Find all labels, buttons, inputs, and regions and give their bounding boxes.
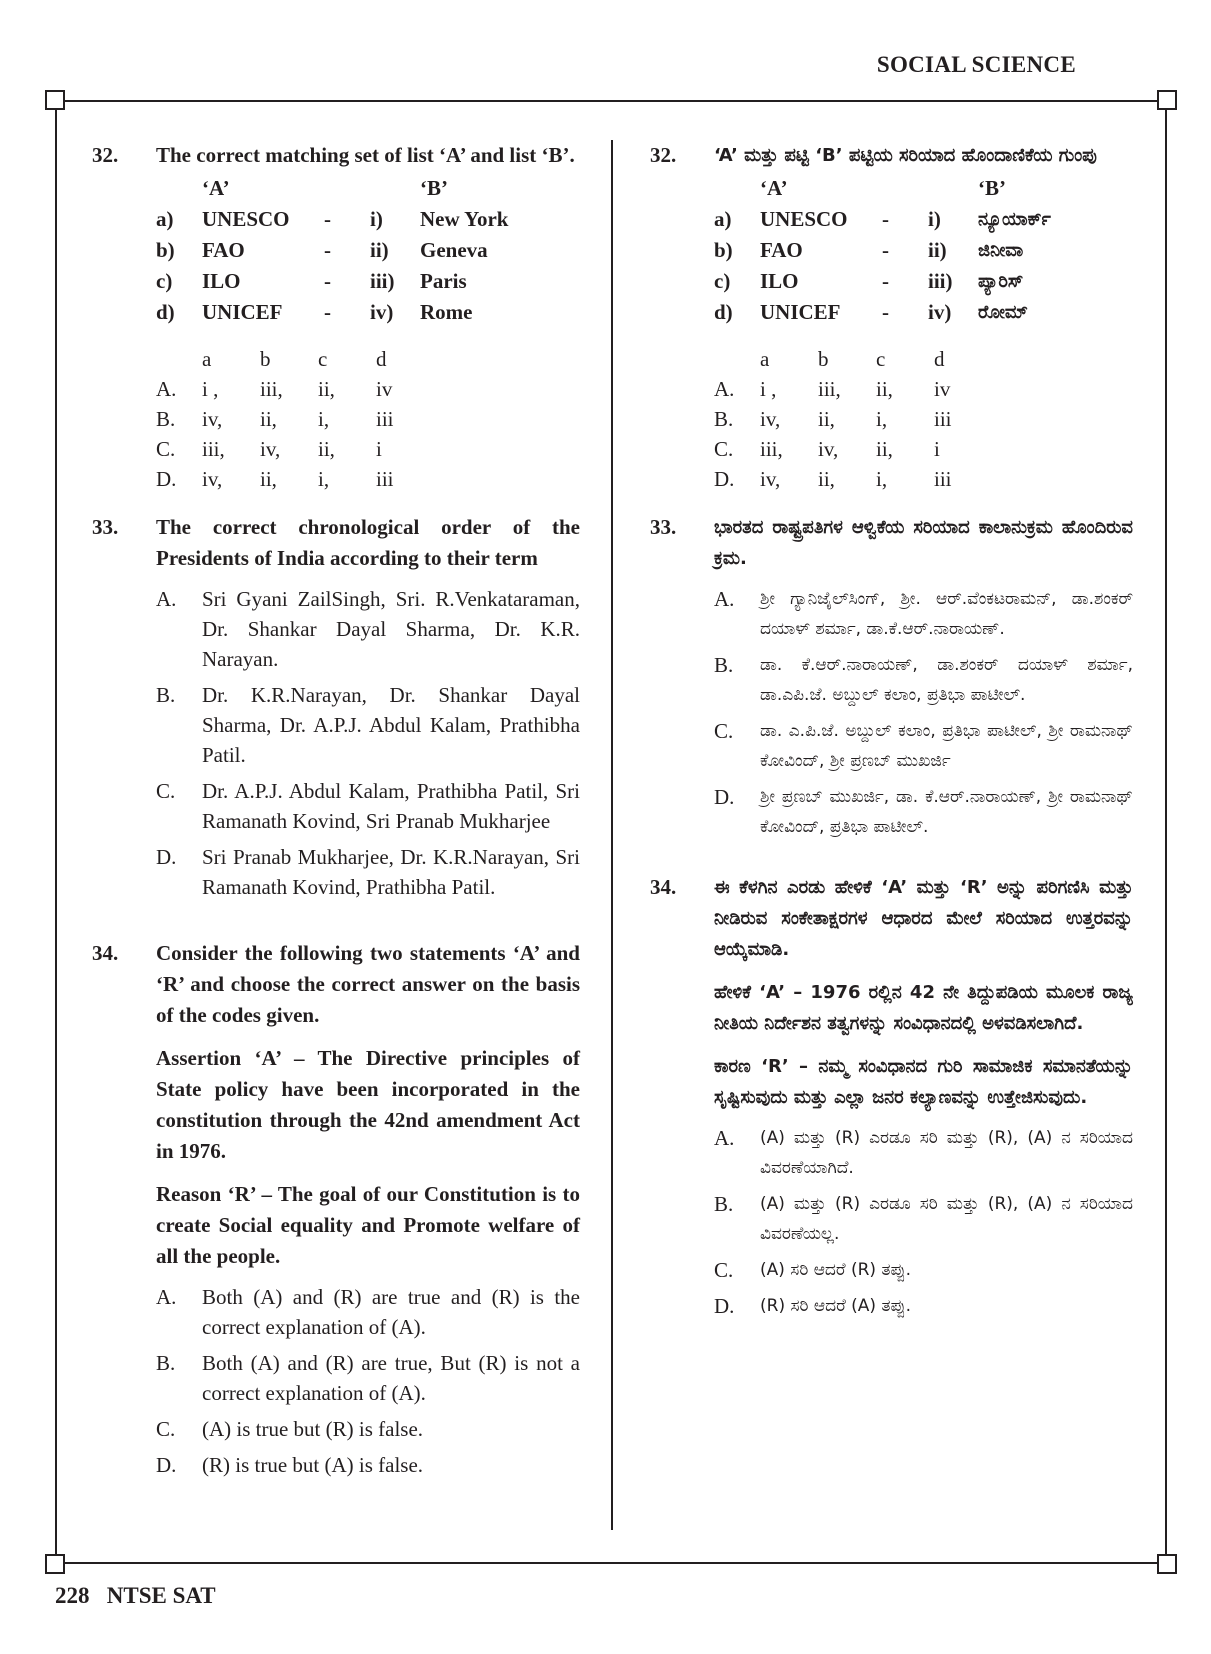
option-label: C. (156, 779, 176, 803)
question-text: The correct matching set of list ‘A’ and list ‘B’. (156, 143, 575, 167)
code-value: i, (876, 407, 888, 431)
question-text: ‘A’ ಮತ್ತು ಪಟ್ಟಿ ‘B’ ಪಟ್ಟಿಯ ಸರಿಯಾದ ಹೊಂದಾಣಿಕೆಯ ಗುಂಪು (714, 145, 1097, 166)
row-letter: a) (156, 207, 174, 231)
row-roman: ii) (928, 238, 947, 262)
list-a-item: UNICEF (202, 300, 283, 324)
option-label: C. (714, 1258, 734, 1282)
list-b-item: ನ್ಯೂಯಾರ್ಕ್ (978, 209, 1051, 230)
list-b-header: ‘B’ (420, 176, 448, 200)
question-34 (90, 938, 580, 1480)
code-value: ii, (818, 407, 835, 431)
option-text: ಡಾ. ಕೆ.ಆರ್.ನಾರಾಯಣ್, ಡಾ.ಶಂಕರ್ ದಯಾಳ್ ಶರ್ಮಾ, ಡಾ.ಎಪಿ.ಜೆ. ಅಬ್ದುಲ್ ಕಲಾಂ, ಪ್ರತಿಭಾ ಪಾಟೀಲ್. (760, 655, 1133, 705)
code-value: iii (934, 407, 952, 431)
option-label: B. (156, 1351, 176, 1375)
option-label: D. (156, 467, 177, 491)
code-value: ii, (876, 437, 893, 461)
list-a-item: ILO (202, 269, 241, 293)
page-header-subject: SOCIAL SCIENCE (876, 52, 1076, 77)
code-value: i (376, 437, 382, 461)
code-value: iv (376, 377, 393, 401)
row-letter: d) (156, 300, 175, 324)
matching-table (714, 173, 1133, 328)
question-34-kannada (648, 872, 1133, 1321)
list-b-item: ಪ್ಯಾರಿಸ್ (978, 271, 1024, 292)
option-item (714, 1291, 1133, 1321)
code-option-row (714, 404, 1133, 434)
list-a-item: FAO (202, 238, 245, 262)
option-label: A. (156, 587, 177, 611)
option-label: B. (156, 683, 176, 707)
option-text: (A) ಸರಿ ಆದರೆ (R) ತಪ್ಪು. (760, 1260, 912, 1280)
code-value: i, (318, 407, 330, 431)
options-list (714, 1123, 1133, 1321)
option-text: Sri Gyani ZailSingh, Sri. R.Venkataraman, Dr. Shankar Dayal Sharma, Dr. K.R. Narayan. (202, 587, 580, 671)
option-label: A. (714, 377, 735, 401)
row-letter: b) (156, 238, 175, 262)
option-text: (R) ಸರಿ ಆದರೆ (A) ತಪ್ಪು. (760, 1296, 912, 1316)
option-label: C. (714, 719, 734, 743)
option-label: A. (714, 1126, 735, 1150)
option-label: A. (156, 1285, 177, 1309)
dash: - (882, 300, 889, 324)
code-option-row (156, 374, 580, 404)
option-item (156, 584, 580, 674)
question-33 (90, 512, 580, 902)
code-col-label: b (260, 347, 271, 371)
option-item (156, 842, 580, 902)
code-value: i, (876, 467, 888, 491)
option-label: A. (156, 377, 177, 401)
dash: - (324, 269, 331, 293)
row-roman: iv) (928, 300, 952, 324)
matching-row (156, 235, 580, 266)
option-item (714, 650, 1133, 710)
frame-corner-ornament (1157, 90, 1177, 110)
row-letter: c) (156, 269, 173, 293)
question-text: Consider the following two statements ‘A’ and ‘R’ and choose the correct answer on the basis of the codes given. (156, 941, 580, 1027)
option-text: Dr. A.P.J. Abdul Kalam, Prathibha Patil, Sri Ramanath Kovind, Sri Pranab Mukharjee (202, 779, 580, 833)
row-letter: d) (714, 300, 733, 324)
question-32-kannada (648, 140, 1133, 494)
code-col-label: a (202, 347, 212, 371)
dash: - (882, 207, 889, 231)
list-b-item: ಜಿನೀವಾ (978, 240, 1024, 261)
option-item (714, 1123, 1133, 1183)
option-item (714, 584, 1133, 644)
frame-corner-ornament (45, 90, 65, 110)
code-value: iii (934, 467, 952, 491)
code-value: iii, (202, 437, 225, 461)
matching-row (714, 266, 1133, 297)
option-label: D. (156, 1453, 177, 1477)
row-letter: c) (714, 269, 731, 293)
row-letter: a) (714, 207, 732, 231)
list-a-item: UNESCO (202, 207, 290, 231)
list-b-item: ರೋಮ್ (978, 302, 1028, 323)
option-label: D. (156, 845, 177, 869)
code-option-row (714, 464, 1133, 494)
list-b-item: New York (420, 207, 509, 231)
option-text: Both (A) and (R) are true, But (R) is not a correct explanation of (A). (202, 1351, 580, 1405)
option-text: (A) is true but (R) is false. (202, 1417, 424, 1441)
code-value: iv, (202, 467, 223, 491)
code-value: iv (934, 377, 951, 401)
question-number: 33. (650, 515, 677, 539)
matching-row (714, 235, 1133, 266)
frame-corner-ornament (45, 1554, 65, 1574)
options-list (156, 584, 580, 902)
page-footer (55, 1583, 216, 1609)
code-value: ii, (260, 467, 277, 491)
list-a-item: UNICEF (760, 300, 841, 324)
english-column (90, 140, 580, 1498)
option-label: D. (714, 785, 735, 809)
option-text: Dr. K.R.Narayan, Dr. Shankar Dayal Sharma, Dr. A.P.J. Abdul Kalam, Prathibha Patil. (202, 683, 580, 767)
code-col-label: d (376, 347, 387, 371)
option-item (156, 776, 580, 836)
code-value: iv, (260, 437, 281, 461)
reason-statement: Reason ‘R’ – The goal of our Constitution is to create Social equality and Promote welfare of all the people. (156, 1182, 580, 1268)
code-value: i (934, 437, 940, 461)
row-roman: i) (928, 207, 941, 231)
code-value: ii, (876, 377, 893, 401)
row-roman: i) (370, 207, 383, 231)
question-number: 33. (92, 515, 119, 539)
code-value: i , (760, 377, 777, 401)
question-number: 32. (650, 143, 677, 167)
option-text: ಡಾ. ಎ.ಪಿ.ಜೆ. ಅಬ್ದುಲ್ ಕಲಾಂ, ಪ್ರತಿಭಾ ಪಾಟೀಲ್, ಶ್ರೀ ರಾಮನಾಥ್ ಕೋವಿಂದ್, ಶ್ರೀ ಪ್ರಣಬ್ ಮುಖರ್ಜಿ (760, 721, 1133, 771)
option-text: (R) is true but (A) is false. (202, 1453, 424, 1477)
option-text: (A) ಮತ್ತು (R) ಎರಡೂ ಸರಿ ಮತ್ತು (R), (A) ನ ಸರಿಯಾದ ವಿವರಣೆಯಲ್ಲ. (760, 1194, 1133, 1244)
options-list (156, 1282, 580, 1480)
matching-header (156, 173, 580, 204)
code-value: i, (318, 467, 330, 491)
option-item (156, 1348, 580, 1408)
matching-table (156, 173, 580, 328)
code-option-row (156, 464, 580, 494)
code-value: iv, (760, 407, 781, 431)
matching-header (714, 173, 1133, 204)
matching-row (714, 204, 1133, 235)
column-divider (611, 140, 613, 1530)
code-col-label: b (818, 347, 829, 371)
list-a-header: ‘A’ (760, 176, 788, 200)
code-value: iv, (202, 407, 223, 431)
dash: - (324, 300, 331, 324)
option-text: ಶ್ರೀ ಗ್ಯಾನಿಜೈಲ್‌ಸಿಂಗ್, ಶ್ರೀ. ಆರ್.ವೆಂಕಟರಾಮನ್, ಡಾ.ಶಂಕರ್ ದಯಾಳ್ ಶರ್ಮಾ, ಡಾ.ಕೆ.ಆರ್.ನಾರಾಯಣ್. (760, 589, 1133, 639)
list-a-item: ILO (760, 269, 799, 293)
matching-row (156, 266, 580, 297)
list-a-header: ‘A’ (202, 176, 230, 200)
frame-corner-ornament (1157, 1554, 1177, 1574)
option-label: D. (714, 467, 735, 491)
code-value: iii, (818, 377, 841, 401)
option-label: B. (156, 407, 176, 431)
option-label: B. (714, 407, 734, 431)
code-col-label: a (760, 347, 770, 371)
assertion-statement: ಹೇಳಿಕೆ ‘A’ – 1976 ರಲ್ಲಿನ 42 ನೇ ತಿದ್ದುಪಡಿಯ ಮೂಲಕ ರಾಜ್ಯ ನೀತಿಯ ನಿರ್ದೇಶನ ತತ್ವಗಳನ್ನು ಸಂವಿಧಾನದಲ್ಲಿ ಅಳವಡಿಸಲಾಗಿದೆ. (714, 982, 1133, 1034)
row-roman: iii) (370, 269, 395, 293)
matching-row (714, 297, 1133, 328)
code-option-row (714, 434, 1133, 464)
code-col-label: d (934, 347, 945, 371)
code-value: iii, (260, 377, 283, 401)
option-item (156, 1414, 580, 1444)
option-item (156, 1282, 580, 1342)
code-value: ii, (260, 407, 277, 431)
answer-codes (156, 344, 580, 494)
code-value: i , (202, 377, 219, 401)
code-option-row (714, 374, 1133, 404)
code-value: ii, (818, 467, 835, 491)
question-text: ಈ ಕೆಳಗಿನ ಎರಡು ಹೇಳಿಕೆ ‘A’ ಮತ್ತು ‘R’ ಅನ್ನು ಪರಿಗಣಿಸಿ ಮತ್ತು ನೀಡಿರುವ ಸಂಕೇತಾಕ್ಷರಗಳ ಆಧಾರದ ಮೇಲೆ ಸರಿಯಾದ ಉತ್ತರವನ್ನು ಆಯ್ಕೆಮಾಡಿ. (714, 877, 1133, 960)
options-list (714, 584, 1133, 842)
list-b-header: ‘B’ (978, 176, 1006, 200)
option-label: B. (714, 653, 734, 677)
list-a-item: FAO (760, 238, 803, 262)
row-letter: b) (714, 238, 733, 262)
matching-row (156, 204, 580, 235)
question-text: ಭಾರತದ ರಾಷ್ಟ್ರಪತಿಗಳ ಆಳ್ವಿಕೆಯ ಸರಿಯಾದ ಕಾಲಾನುಕ್ರಮ ಹೊಂದಿರುವ ಕ್ರಮ. (714, 517, 1133, 569)
option-item (714, 1189, 1133, 1249)
matching-row (156, 297, 580, 328)
list-b-item: Rome (420, 300, 473, 324)
reason-statement: ಕಾರಣ ‘R’ – ನಮ್ಮ ಸಂವಿಧಾನದ ಗುರಿ ಸಾಮಾಜಿಕ ಸಮಾನತೆಯನ್ನು ಸೃಷ್ಟಿಸುವುದು ಮತ್ತು ಎಲ್ಲಾ ಜನರ ಕಲ್ಯಾಣವನ್ನು ಉತ್ತೇಜಿಸುವುದು. (714, 1056, 1133, 1108)
code-option-row (156, 434, 580, 464)
question-33-kannada (648, 512, 1133, 842)
code-value: ii, (318, 437, 335, 461)
list-b-item: Geneva (420, 238, 488, 262)
question-number: 34. (650, 875, 677, 899)
code-col-label: c (876, 347, 886, 371)
option-label: A. (714, 587, 735, 611)
list-a-item: UNESCO (760, 207, 848, 231)
option-text: ಶ್ರೀ ಪ್ರಣಬ್ ಮುಖರ್ಜಿ, ಡಾ. ಕೆ.ಆರ್.ನಾರಾಯಣ್, ಶ್ರೀ ರಾಮನಾಥ್ ಕೋವಿಂದ್, ಪ್ರತಿಭಾ ಪಾಟೀಲ್. (760, 787, 1133, 837)
code-value: iii (376, 407, 394, 431)
dash: - (324, 207, 331, 231)
code-value: iii, (760, 437, 783, 461)
page-number: 228 (55, 1583, 90, 1608)
dash: - (882, 269, 889, 293)
dash: - (882, 238, 889, 262)
question-number: 34. (92, 941, 119, 965)
code-value: iv, (760, 467, 781, 491)
question-32 (90, 140, 580, 494)
option-item (714, 716, 1133, 776)
option-label: C. (714, 437, 734, 461)
code-value: iv, (818, 437, 839, 461)
book-title: NTSE SAT (106, 1583, 216, 1608)
codes-header (714, 344, 1133, 374)
code-value: iii (376, 467, 394, 491)
assertion-statement: Assertion ‘A’ – The Directive principles of State policy have been incorporated in the constitution through the 42nd amendment Act in 1976. (156, 1046, 580, 1163)
option-label: C. (156, 437, 176, 461)
code-value: ii, (318, 377, 335, 401)
option-item (714, 782, 1133, 842)
row-roman: iv) (370, 300, 394, 324)
option-text: Both (A) and (R) are true and (R) is the correct explanation of (A). (202, 1285, 580, 1339)
option-item (156, 680, 580, 770)
option-label: C. (156, 1417, 176, 1441)
dash: - (324, 238, 331, 262)
option-item (714, 1255, 1133, 1285)
code-col-label: c (318, 347, 328, 371)
option-label: B. (714, 1192, 734, 1216)
question-number: 32. (92, 143, 119, 167)
kannada-column (648, 140, 1133, 1339)
option-label: D. (714, 1294, 735, 1318)
row-roman: iii) (928, 269, 953, 293)
option-text: (A) ಮತ್ತು (R) ಎರಡೂ ಸರಿ ಮತ್ತು (R), (A) ನ ಸರಿಯಾದ ವಿವರಣೆಯಾಗಿದೆ. (760, 1128, 1133, 1178)
code-option-row (156, 404, 580, 434)
option-text: Sri Pranab Mukharjee, Dr. K.R.Narayan, Sri Ramanath Kovind, Prathibha Patil. (202, 845, 580, 899)
answer-codes (714, 344, 1133, 494)
question-text: The correct chronological order of the Presidents of India according to their term (156, 515, 580, 570)
option-item (156, 1450, 580, 1480)
codes-header (156, 344, 580, 374)
row-roman: ii) (370, 238, 389, 262)
list-b-item: Paris (420, 269, 467, 293)
